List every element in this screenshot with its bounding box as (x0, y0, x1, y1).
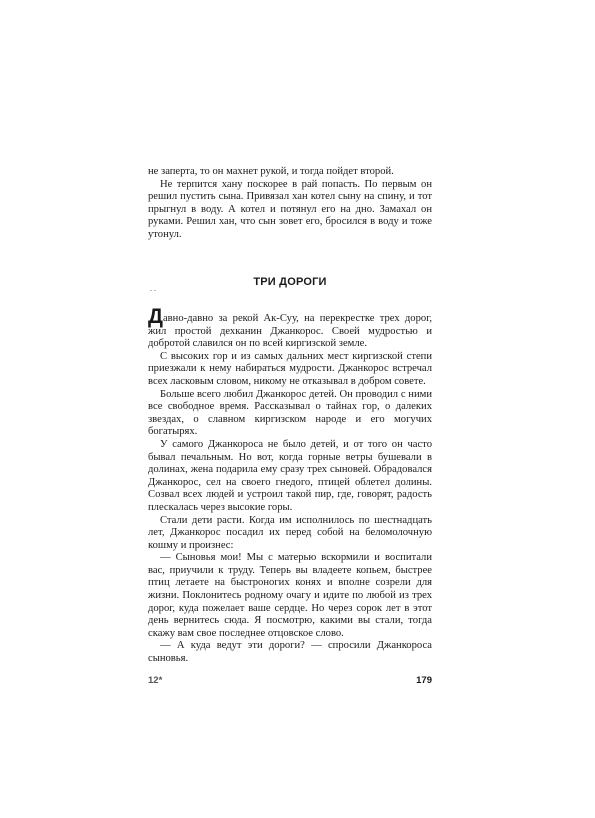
page-footer (148, 675, 432, 686)
drop-cap: Д (148, 305, 163, 328)
paragraph: Не терпится хану поскорее в рай попасть. По первым он решил пустить сына. Привязал хан котел сыну на спину, и тот прыгнул в воду. А котел и потянул его на дно. Замахал он руками. Решил хан, что сын зовет его, бросился в воду и тоже утонул. (148, 178, 432, 240)
paragraph: — Сыновья мои! Мы с матерью вскормили и воспитали вас, приучили к труду. Теперь вы владеете копьем, быстрее птиц летаете на быстроногих конях и вполне созрели для жизни. Поклонитесь родному очагу и идите по любой из трех дорог, куда пожелает ваше сердце. Но через сорок лет в этот день вернитесь сюда. Я посмотрю, какими вы стали, тогда скажу вам свое последнее отцовское слово. (148, 552, 432, 639)
previous-story-ending (148, 166, 432, 242)
paragraph: не заперта, то он махнет рукой, и тогда пойдет второй. (148, 166, 394, 177)
printer-signature: 12* (148, 675, 163, 686)
first-paragraph (148, 305, 432, 351)
story-body (148, 305, 432, 666)
story-title: ТРИ ДОРОГИ (253, 276, 327, 288)
page-number: 179 (416, 675, 432, 686)
first-paragraph-text: авно-давно за рекой Ак-Суу, на перекрестке трех дорог, жил простой дехканин Джанкорос. Своей мудростью и добротой славился он по всей киргизской земле. (148, 313, 432, 350)
paragraph: — А куда ведут эти дороги? — спросили Джанкороса сыновья. (148, 640, 432, 665)
paragraph: Стали дети расти. Когда им исполнилось по шестнадцать лет, Джанкорос посадил их перед собой на беломолочную кошму и произнес: (148, 514, 432, 551)
margin-dots: . . (150, 284, 156, 293)
paragraph: С высоких гор и из самых дальних мест киргизской степи приезжали к нему набираться мудрости. Джанкорос встречал всех ласковым словом, никому не отказывал в добром совете. (148, 350, 432, 387)
paragraph: У самого Джанкороса не было детей, и от того он часто бывал печальным. Но вот, когда горные ветры бушевали в долинах, жена подарила ему сразу трех сыновей. Обрадовался Джанкорос, сел на своего гнедого, птицей облетел долины. Созвал всех людей и устроил такой пир, где, говорят, радость плескалась через высокие горы. (148, 438, 432, 513)
paragraph: Больше всего любил Джанкорос детей. Он проводил с ними все свободное время. Рассказывал о тайнах гор, о далеких звездах, о славном киргизском народе и его могучих богатырях. (148, 388, 432, 438)
